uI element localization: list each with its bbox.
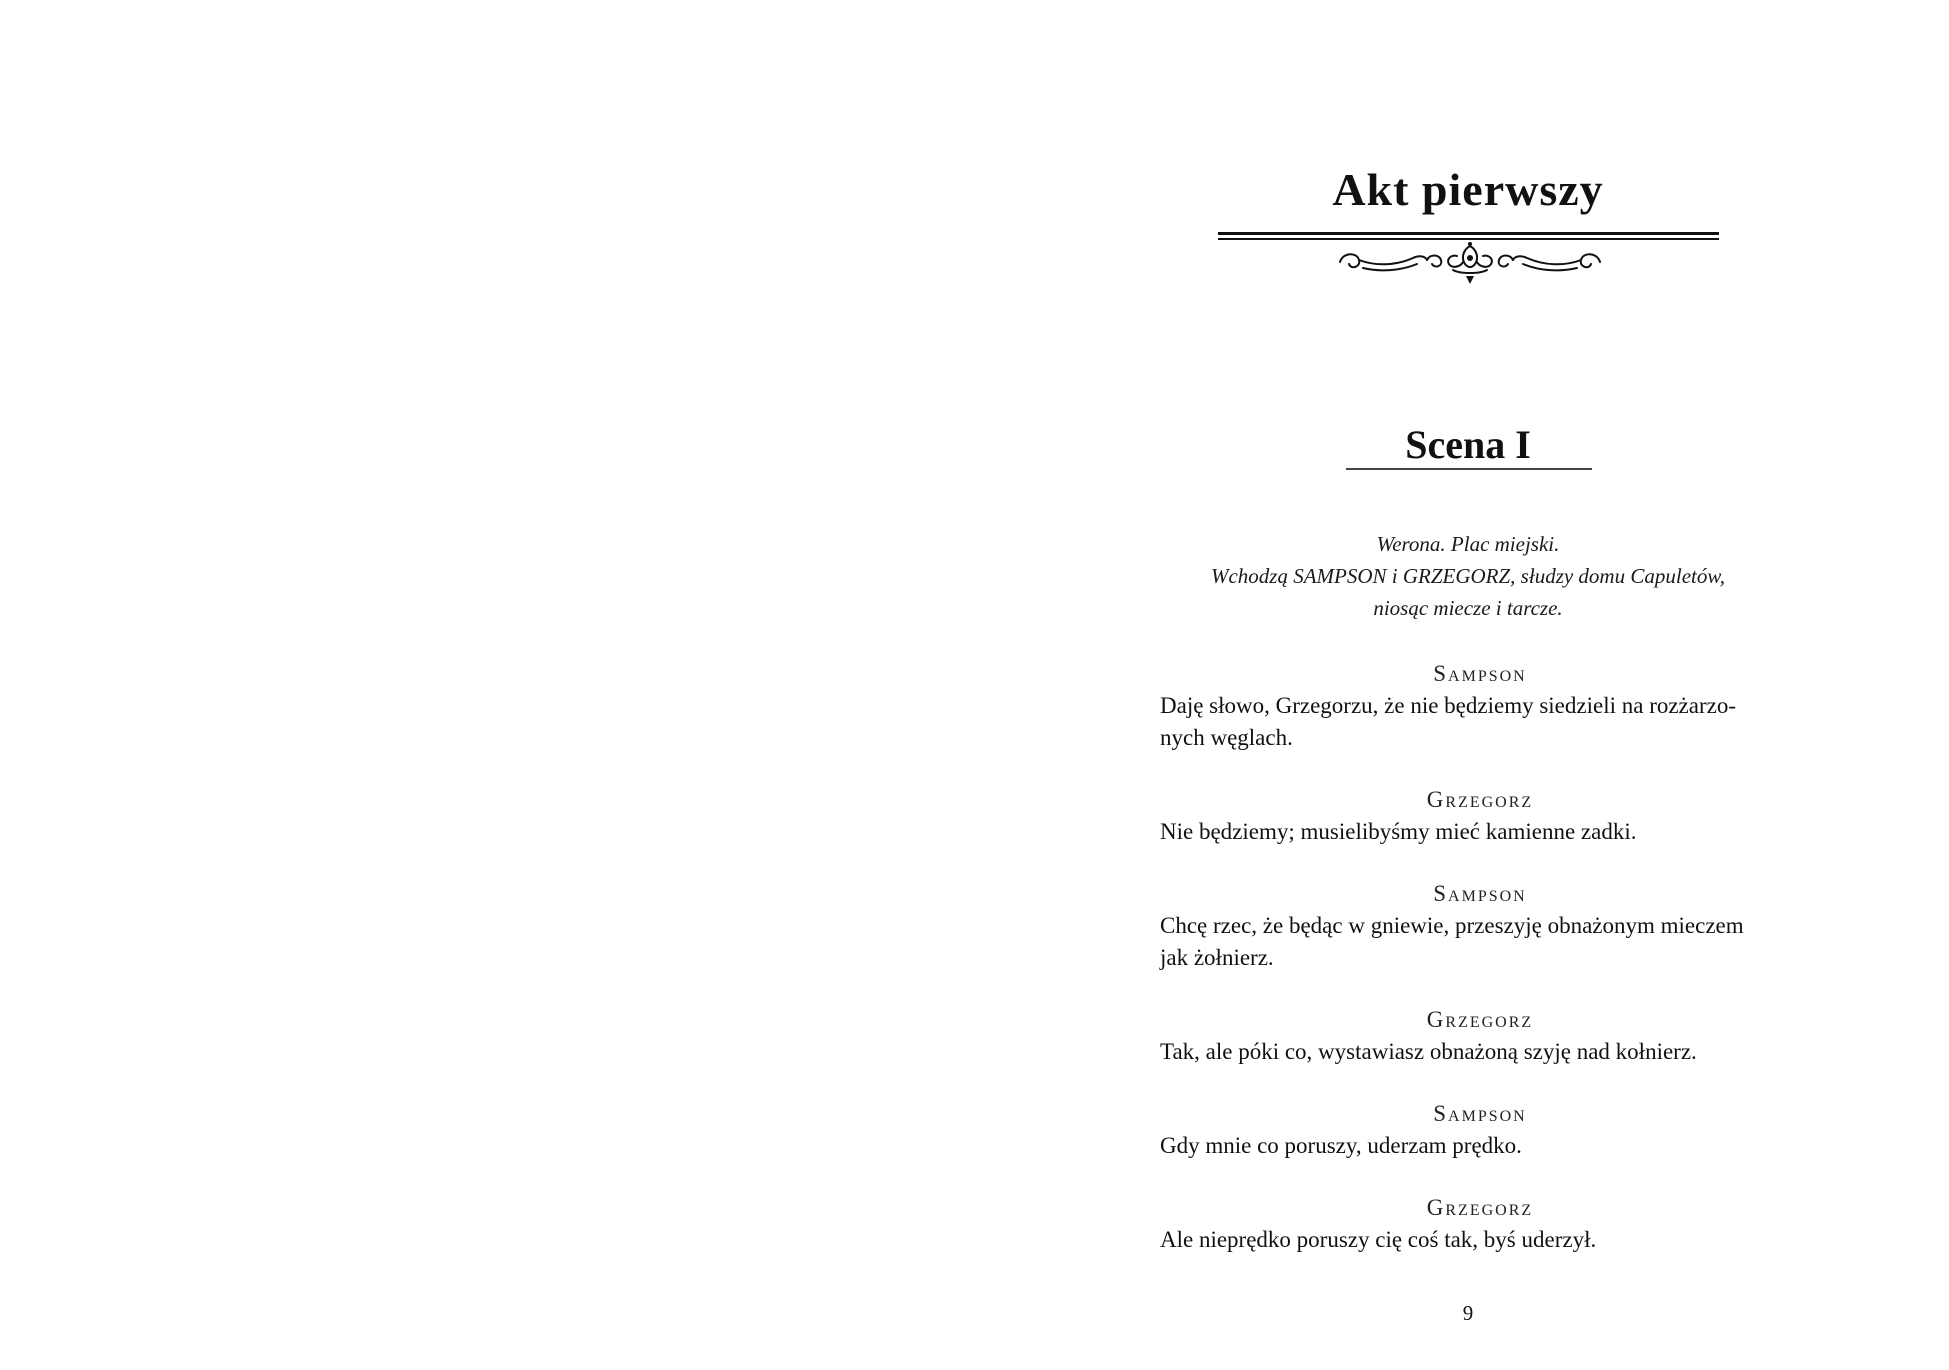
stage-direction-line: Wchodzą SAMPSON i GRZEGORZ, słudzy domu Capuletów, [1210, 564, 1726, 588]
act-title: Akt pierwszy [1332, 164, 1604, 215]
dialogue-line: Gdy mnie co poruszy, uderzam prędko. [1160, 1133, 1522, 1158]
dialogue-block [1160, 1098, 1800, 1162]
dialogue-line: Daję słowo, Grzegorzu, że nie będziemy siedzieli na rozżarzo- [1160, 693, 1736, 718]
speaker-name: Sampson [1433, 661, 1527, 686]
dialogue-line: Nie będziemy; musielibyśmy mieć kamienne zadki. [1160, 819, 1637, 844]
page-number: 9 [1462, 1301, 1474, 1325]
dialogue-line: Ale nieprędko poruszy cię coś tak, byś uderzył. [1160, 1227, 1597, 1252]
dialogue-line: nych węglach. [1160, 725, 1293, 750]
speaker-name: Grzegorz [1426, 1007, 1534, 1032]
left-page-blank [0, 0, 974, 1370]
flourish-ornament-icon [1335, 240, 1605, 288]
stage-direction [1118, 528, 1818, 624]
dialogue-line: Chcę rzec, że będąc w gniewie, przeszyję obnażonym mieczem [1160, 913, 1744, 938]
speaker-name: Sampson [1433, 881, 1527, 906]
rule-thick-line [1218, 232, 1719, 235]
dialogue-block [1160, 878, 1800, 974]
scene-title-rule [1346, 468, 1592, 470]
stage-direction-line: Werona. Plac miejski. [1376, 532, 1560, 556]
dialogue-line: Tak, ale póki co, wystawiasz obnażoną szyję nad kołnierz. [1160, 1039, 1697, 1064]
speaker-name: Grzegorz [1426, 1195, 1534, 1220]
dialogue-block [1160, 784, 1800, 848]
speaker-name: Sampson [1433, 1101, 1527, 1126]
stage-direction-line: niosąc miecze i tarcze. [1373, 596, 1563, 620]
scene-title: Scena I [1405, 422, 1531, 467]
dialogue-block [1160, 1004, 1800, 1068]
speaker-name: Grzegorz [1426, 787, 1534, 812]
act-title-double-rule [1218, 232, 1719, 240]
dialogue-line: jak żołnierz. [1160, 945, 1274, 970]
dialogue-block [1160, 658, 1800, 754]
dialogue-block [1160, 1192, 1800, 1256]
